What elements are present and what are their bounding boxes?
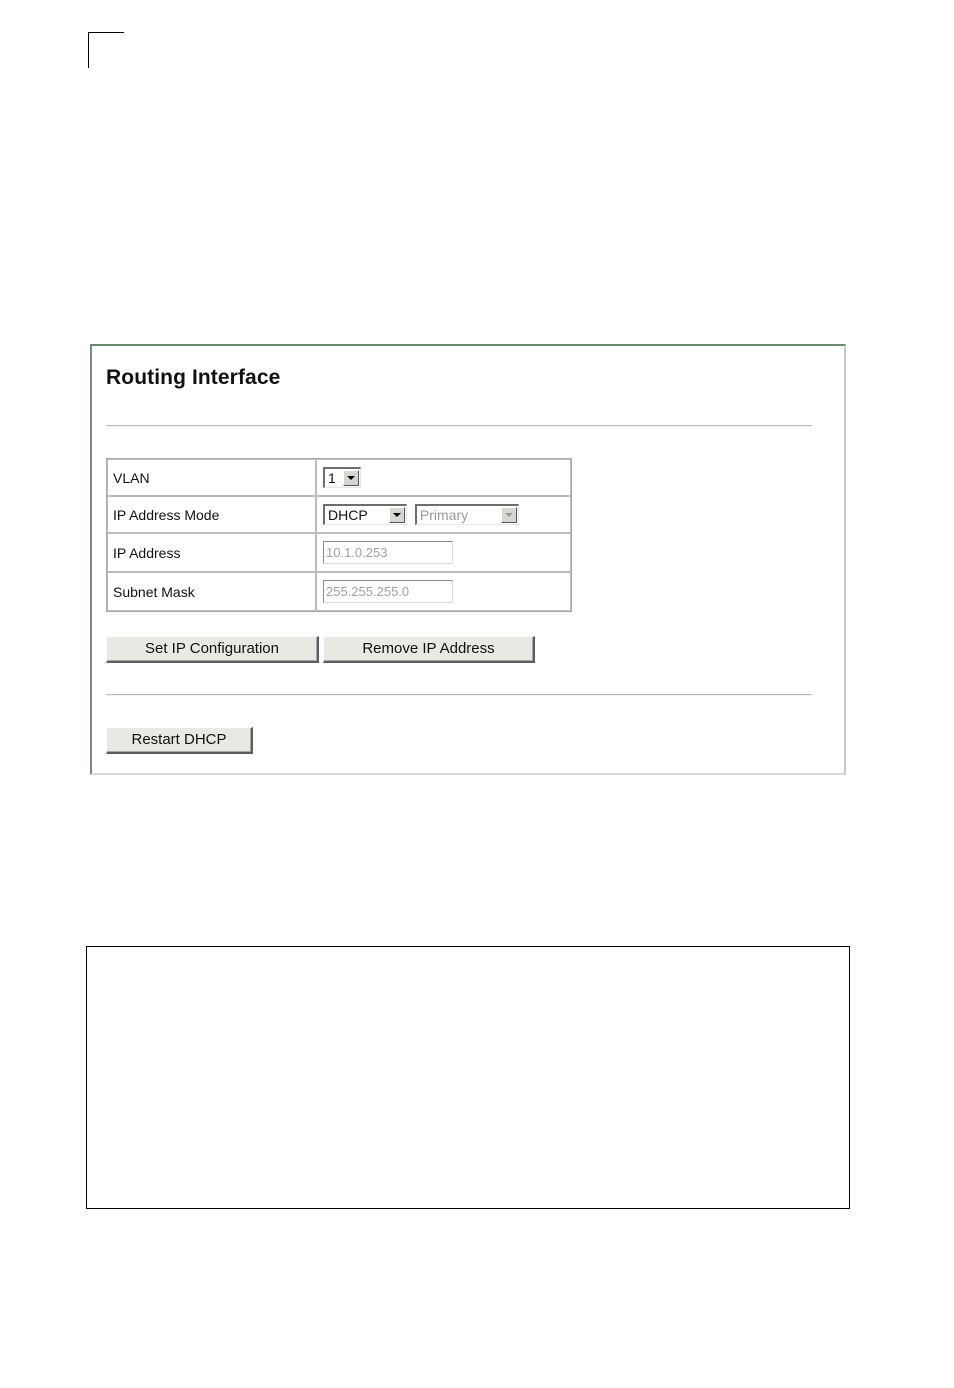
chevron-down-icon[interactable] — [343, 470, 359, 486]
subnet-mask-label: Subnet Mask — [107, 572, 316, 611]
set-ip-configuration-button[interactable]: Set IP Configuration — [106, 636, 319, 663]
ip-mode-label: IP Address Mode — [107, 496, 316, 533]
divider — [106, 694, 812, 696]
subnet-mask-cell — [316, 572, 571, 611]
table-row-vlan — [107, 459, 571, 496]
crop-mark-horizontal — [88, 32, 124, 33]
vlan-select-value: 1 — [328, 470, 336, 486]
vlan-cell — [316, 459, 571, 496]
ip-address-label: IP Address — [107, 533, 316, 572]
table-row-subnet-mask — [107, 572, 571, 611]
table-row-ip-address — [107, 533, 571, 572]
ip-mode-select-value: DHCP — [328, 507, 368, 523]
ip-mode-cell — [316, 496, 571, 533]
ip-role-select — [415, 504, 519, 525]
ip-mode-select[interactable] — [323, 504, 407, 525]
ip-role-select-value: Primary — [419, 507, 469, 523]
restart-dhcp-button[interactable]: Restart DHCP — [106, 727, 253, 754]
page-title: Routing Interface — [106, 366, 281, 389]
vlan-select[interactable] — [323, 467, 361, 488]
ip-address-cell — [316, 533, 571, 572]
empty-frame — [86, 946, 850, 1209]
routing-interface-panel — [90, 344, 846, 775]
chevron-down-icon — [501, 507, 517, 523]
ip-address-input: 10.1.0.253 — [323, 541, 453, 564]
remove-ip-address-button[interactable]: Remove IP Address — [323, 636, 535, 663]
crop-mark-vertical — [88, 32, 89, 68]
subnet-mask-input: 255.255.255.0 — [323, 580, 453, 603]
ip-config-table — [106, 458, 572, 612]
vlan-label: VLAN — [107, 459, 316, 496]
divider — [106, 425, 812, 427]
chevron-down-icon[interactable] — [389, 507, 405, 523]
table-row-ip-mode — [107, 496, 571, 533]
